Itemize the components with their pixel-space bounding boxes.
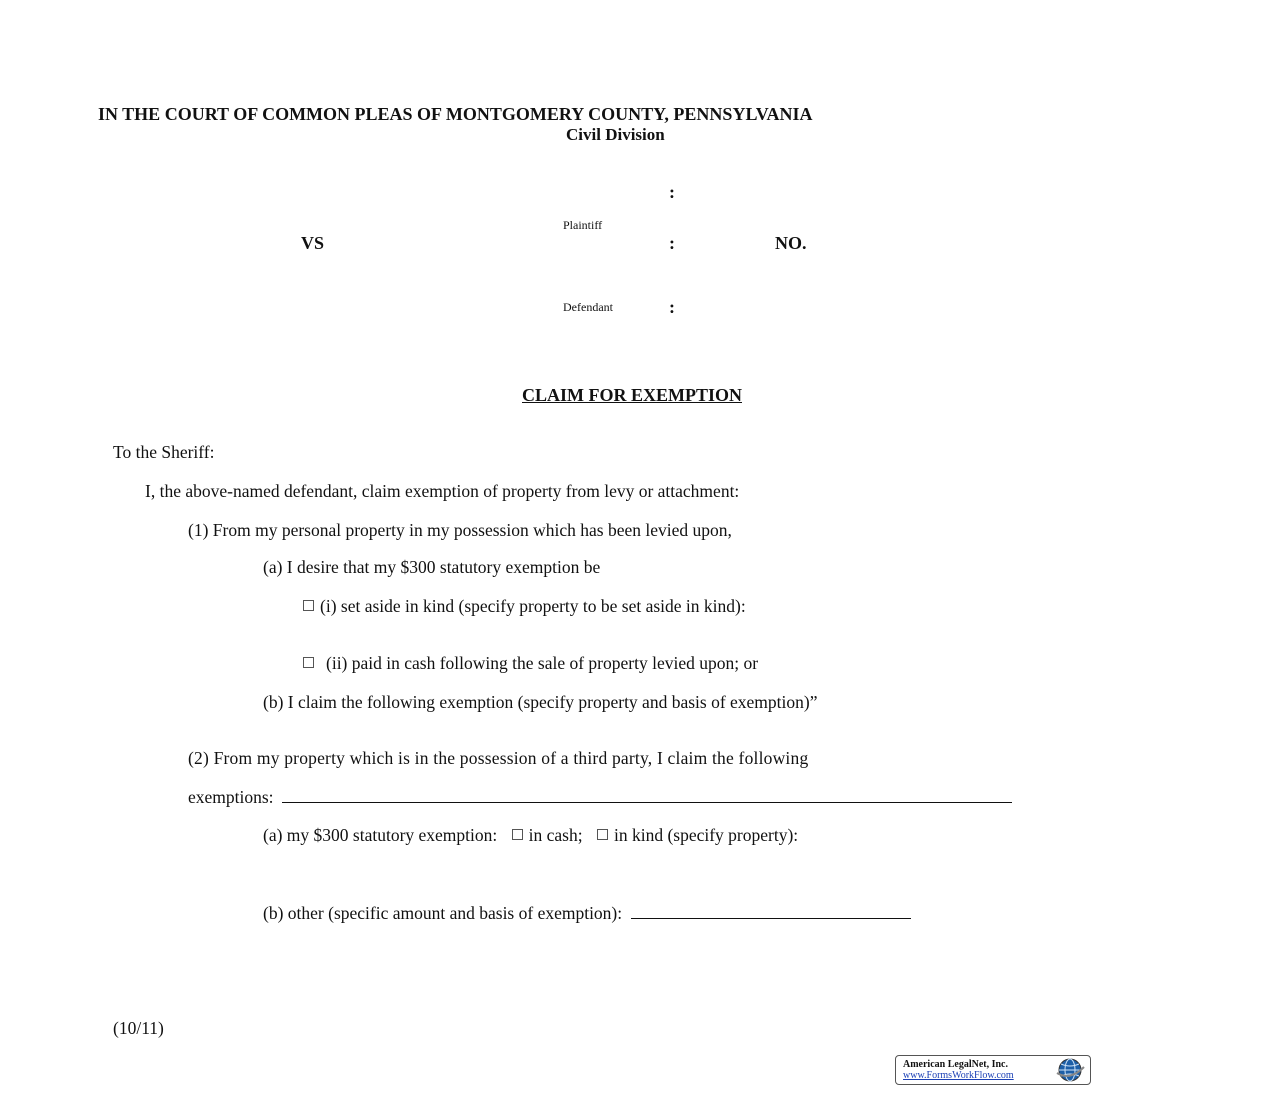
in-kind-label: in kind (specify property): (613, 825, 799, 845)
other-exemption-field[interactable] (631, 904, 911, 919)
brand-url[interactable]: www.FormsWorkFlow.com (903, 1070, 1014, 1081)
item-2-line-1: (2) From my property which is in the possession of a third party, I claim the following (188, 748, 809, 768)
item-2a (263, 825, 798, 846)
exemption-in-cash-checkbox[interactable] (512, 829, 523, 840)
revision-date: (10/11) (113, 1018, 164, 1038)
in-cash-label: in cash; (528, 825, 583, 845)
item-2b (263, 903, 911, 924)
exemptions-label: exemptions: (188, 787, 274, 807)
globe-icon (1053, 1057, 1087, 1083)
brand-name: American LegalNet, Inc. (903, 1059, 1008, 1070)
docket-number-label: NO. (775, 233, 807, 253)
brand-logo[interactable] (895, 1055, 1091, 1085)
item-1: (1) From my personal property in my possession which has been levied upon, (188, 520, 732, 540)
item-2a-label: (a) my $300 statutory exemption: (263, 825, 498, 845)
vs-label: VS (301, 233, 325, 253)
caption-colon-3: : (669, 297, 675, 317)
form-title: CLAIM FOR EXEMPTION (522, 385, 742, 405)
item-2-line-2 (188, 787, 1012, 808)
item-1a-ii (303, 653, 758, 674)
salutation: To the Sheriff: (113, 442, 215, 462)
intro-statement: I, the above-named defendant, claim exemption of property from levy or attachment: (145, 481, 740, 501)
item-1a-i (303, 596, 746, 617)
item-1a-i-label: (i) set aside in kind (specify property to be set aside in kind): (320, 596, 746, 616)
item-1a: (a) I desire that my $300 statutory exemption be (263, 557, 601, 577)
caption-colon-1: : (669, 182, 675, 202)
item-1a-ii-label: (ii) paid in cash following the sale of property levied upon; or (326, 653, 759, 673)
paid-in-cash-checkbox[interactable] (303, 657, 314, 668)
caption-colon-2: : (669, 233, 675, 253)
exemption-in-kind-checkbox[interactable] (597, 829, 608, 840)
plaintiff-label: Plaintiff (563, 218, 603, 232)
defendant-label: Defendant (563, 300, 613, 314)
item-2b-label: (b) other (specific amount and basis of exemption): (263, 903, 623, 923)
item-1b: (b) I claim the following exemption (specify property and basis of exemption)” (263, 692, 818, 712)
exemptions-field[interactable] (282, 788, 1012, 803)
court-heading: IN THE COURT OF COMMON PLEAS OF MONTGOMERY COUNTY, PENNSYLVANIA (98, 104, 813, 124)
set-aside-in-kind-checkbox[interactable] (303, 600, 314, 611)
division-heading: Civil Division (566, 125, 665, 144)
